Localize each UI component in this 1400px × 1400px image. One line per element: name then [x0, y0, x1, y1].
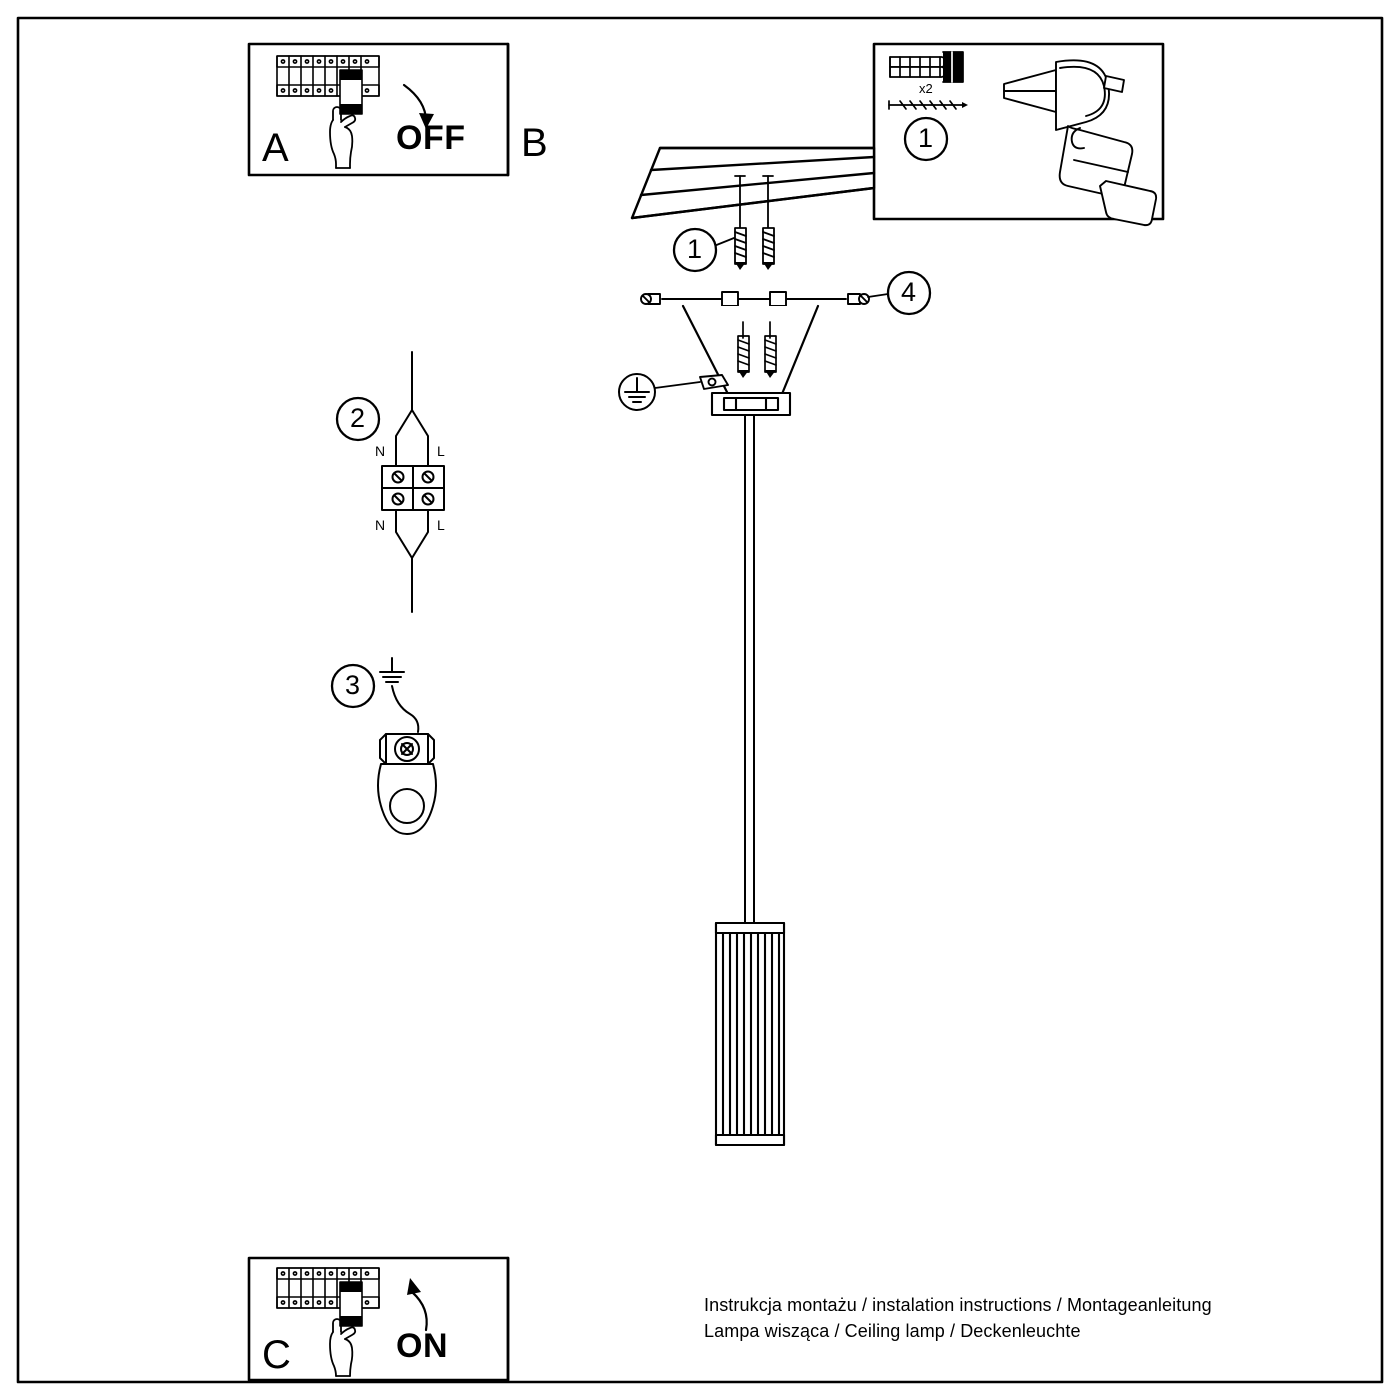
callout-1-ceiling: 1 [687, 234, 703, 264]
footer-line-2: Lampa wisząca / Ceiling lamp / Deckenleuchte [704, 1321, 1081, 1341]
terminal-label-n-bottom: N [375, 517, 386, 533]
panel-c-letter: C [262, 1333, 291, 1377]
panel-b-letter: B [521, 121, 548, 165]
terminal-label-l-bottom: L [437, 517, 445, 533]
panel-c-state-label: ON [396, 1327, 448, 1365]
part-quantity-label: x2 [919, 81, 933, 96]
callout-1-top-right: 1 [918, 123, 934, 153]
footer-line-1: Instrukcja montażu / instalation instructions / Montageanleitung [704, 1295, 1212, 1315]
callout-2: 2 [350, 403, 366, 433]
panel-a-letter: A [262, 126, 289, 170]
terminal-label-l-top: L [437, 443, 445, 459]
callout-4: 4 [901, 277, 917, 307]
terminal-label-n-top: N [375, 443, 386, 459]
callout-3: 3 [345, 670, 361, 700]
panel-a-state-label: OFF [396, 119, 466, 157]
